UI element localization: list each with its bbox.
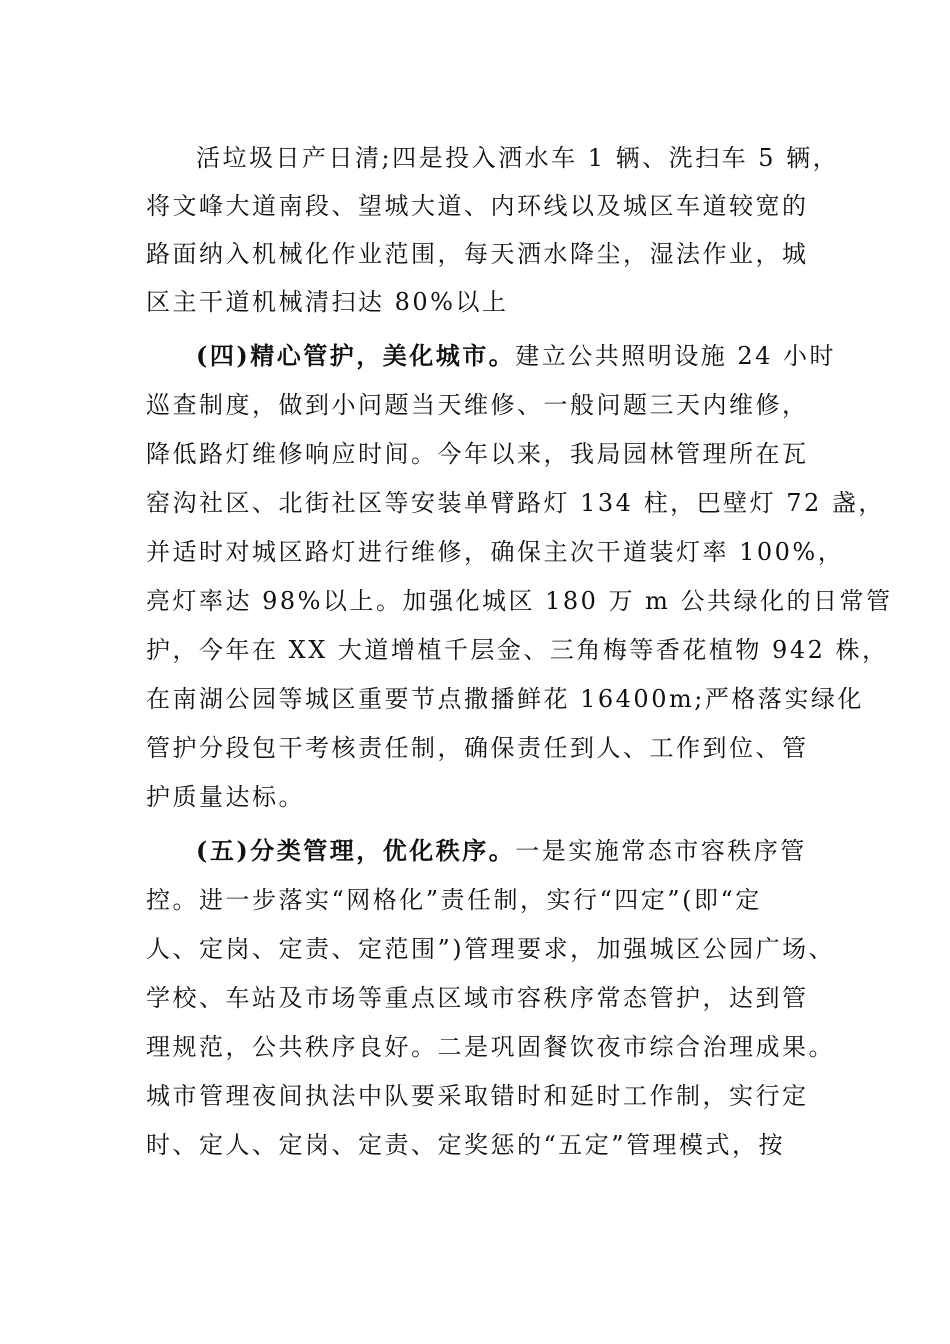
text-line: 时、定人、定岗、定责、定奖惩的“五定”管理模式，按: [146, 1131, 786, 1159]
text-line: 管护分段包干考核责任制，确保责任到人、工作到位、管: [146, 734, 809, 762]
text-line: 学校、车站及市场等重点区域市容秩序常态管护，达到管: [146, 984, 809, 1012]
text-line: 护质量达标。: [146, 783, 305, 811]
text-line: 理规范，公共秩序良好。二是巩固餐饮夜市综合治理成果。: [146, 1033, 835, 1061]
text-run: 建立公共照明设施 24 小时: [515, 342, 837, 370]
section-heading-5: (五)分类管理，优化秩序。: [196, 836, 516, 865]
text-line: 护，今年在 XX 大道增植千层金、三角梅等香花植物 942 株，: [146, 636, 889, 664]
text-line: 巡查制度，做到小问题当天维修、一般问题三天内维修，: [146, 391, 809, 419]
paragraph-first-line: [196, 835, 846, 867]
text-line: 降低路灯维修响应时间。今年以来，我局园林管理所在瓦: [146, 440, 809, 468]
paragraph-first-line: [196, 340, 846, 372]
text-line: 在南湖公园等城区重要节点撒播鲜花 16400m;严格落实绿化: [146, 685, 864, 713]
text-line: 控。进一步落实“网格化”责任制，实行“四定”(即“定: [146, 886, 762, 914]
text-line: 活垃圾日产日清;四是投入洒水车 1 辆、洗扫车 5 辆，: [196, 144, 840, 172]
text-line: 路面纳入机械化作业范围，每天洒水降尘，湿法作业，城: [146, 240, 809, 268]
section-heading-4: (四)精心管护，美化城市。: [196, 341, 516, 370]
text-line: 亮灯率达 98%以上。加强化城区 180 万 m 公共绿化的日常管: [146, 587, 893, 615]
text-line: 城市管理夜间执法中队要采取错时和延时工作制，实行定: [146, 1082, 809, 1110]
text-line: 并适时对城区路灯进行维修，确保主次干道装灯率 100%，: [146, 538, 845, 566]
text-run: 一是实施常态市容秩序管: [515, 837, 807, 865]
text-line: 将文峰大道南段、望城大道、内环线以及城区车道较宽的: [146, 192, 809, 220]
text-line: 窑沟社区、北街社区等安装单臂路灯 134 柱，巴壁灯 72 盏，: [146, 489, 885, 517]
text-line: 人、定岗、定责、定范围”)管理要求，加强城区公园广场、: [146, 935, 836, 963]
text-line: 区主干道机械清扫达 80%以上: [146, 288, 509, 316]
